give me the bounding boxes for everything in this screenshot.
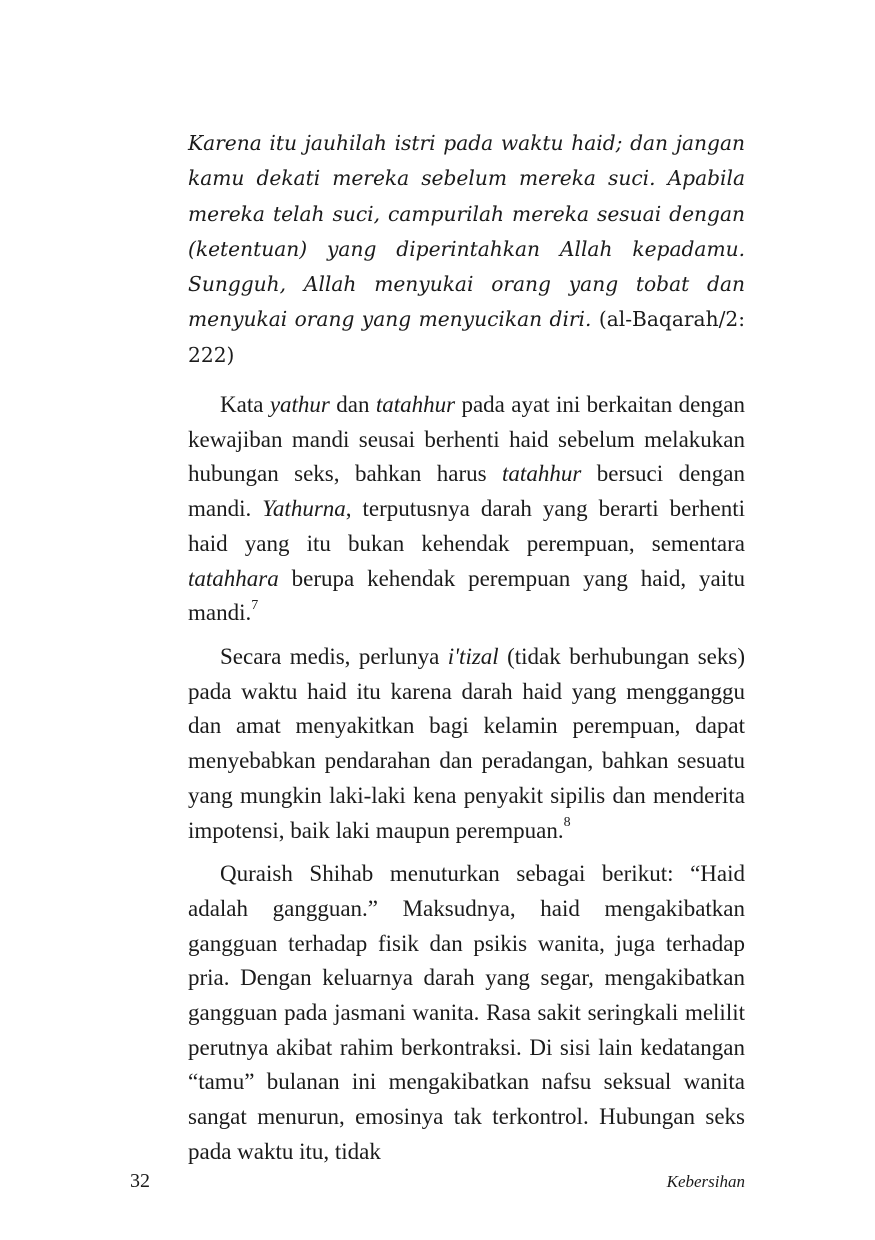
italic-term: i'tizal (447, 644, 499, 669)
page-body (188, 126, 745, 1170)
footnote-marker[interactable]: 8 (563, 814, 571, 830)
italic-term: tatahhur (375, 392, 456, 418)
running-footer-title: Kebersihan (666, 1172, 745, 1191)
text-run: bersuci dengan mandi. (188, 461, 745, 522)
text-run: (tidak berhubungan seks) pada waktu haid itu karena darah haid yang mengganggu dan amat menyakitkan bagi kelamin perempuan, dapat menyebabkan pendarahan dan peradangan, bahkan sesuatu yang mungkin laki-laki kena penyakit sipilis dan menderita impotensi, baik laki maupun perempuan. (188, 644, 745, 843)
italic-term: tatahhara (188, 565, 279, 591)
quran-translation-quote (188, 126, 745, 373)
page-number: 32 (130, 1170, 150, 1192)
text-run: berupa kehendak perempuan yang haid, yaitu mandi. (188, 565, 745, 626)
footnote-marker[interactable]: 7 (251, 597, 259, 613)
paragraph-quraish-shihab: Quraish Shihab menuturkan sebagai berikut: “Haid adalah gangguan.” Maksudnya, haid mengakibatkan gangguan terhadap fisik dan psikis wanita, juga terhadap pria. Dengan keluarnya darah yang segar, mengakibatkan gangguan pada jasmani wanita. Rasa sakit seringkali melilit perutnya akibat rahim berkontraksi. Di sisi lain kedatangan “tamu” bulanan ini mengakibatkan nafsu seksual wanita sangat menurun, emosinya tak terkontrol. Hubungan seks pada waktu itu, tidak (188, 861, 745, 1164)
italic-term: Yathurna (262, 496, 346, 522)
paragraph-medical (188, 640, 745, 848)
text-run: , terputusnya darah yang berarti berhenti haid yang itu bukan kehendak perempuan, sementara (188, 496, 745, 556)
paragraph-yathur (188, 388, 745, 631)
text-run: dan (329, 392, 376, 418)
italic-term: yathur (269, 392, 330, 418)
quote-reference: (al-Baqarah/2: 222) (188, 307, 746, 367)
quote-text: Karena itu jauhilah istri pada waktu haid; dan jangan kamu dekati mereka sebelum mereka suci. Apabila mereka telah suci, campurilah mereka sesuai dengan (ketentuan) yang diperintahkan Allah kepadamu. Sungguh, Allah menyukai orang yang tobat dan menyukai orang yang menyucikan diri. (188, 131, 745, 332)
text-run: pada ayat ini berkaitan dengan kewajiban mandi seusai berhenti haid sebelum melakukan hubungan seks, bahkan harus (188, 392, 745, 487)
italic-term: tatahhur (502, 461, 582, 487)
text-run: Secara medis, perlunya (220, 644, 448, 669)
text-run: Kata (220, 392, 270, 418)
